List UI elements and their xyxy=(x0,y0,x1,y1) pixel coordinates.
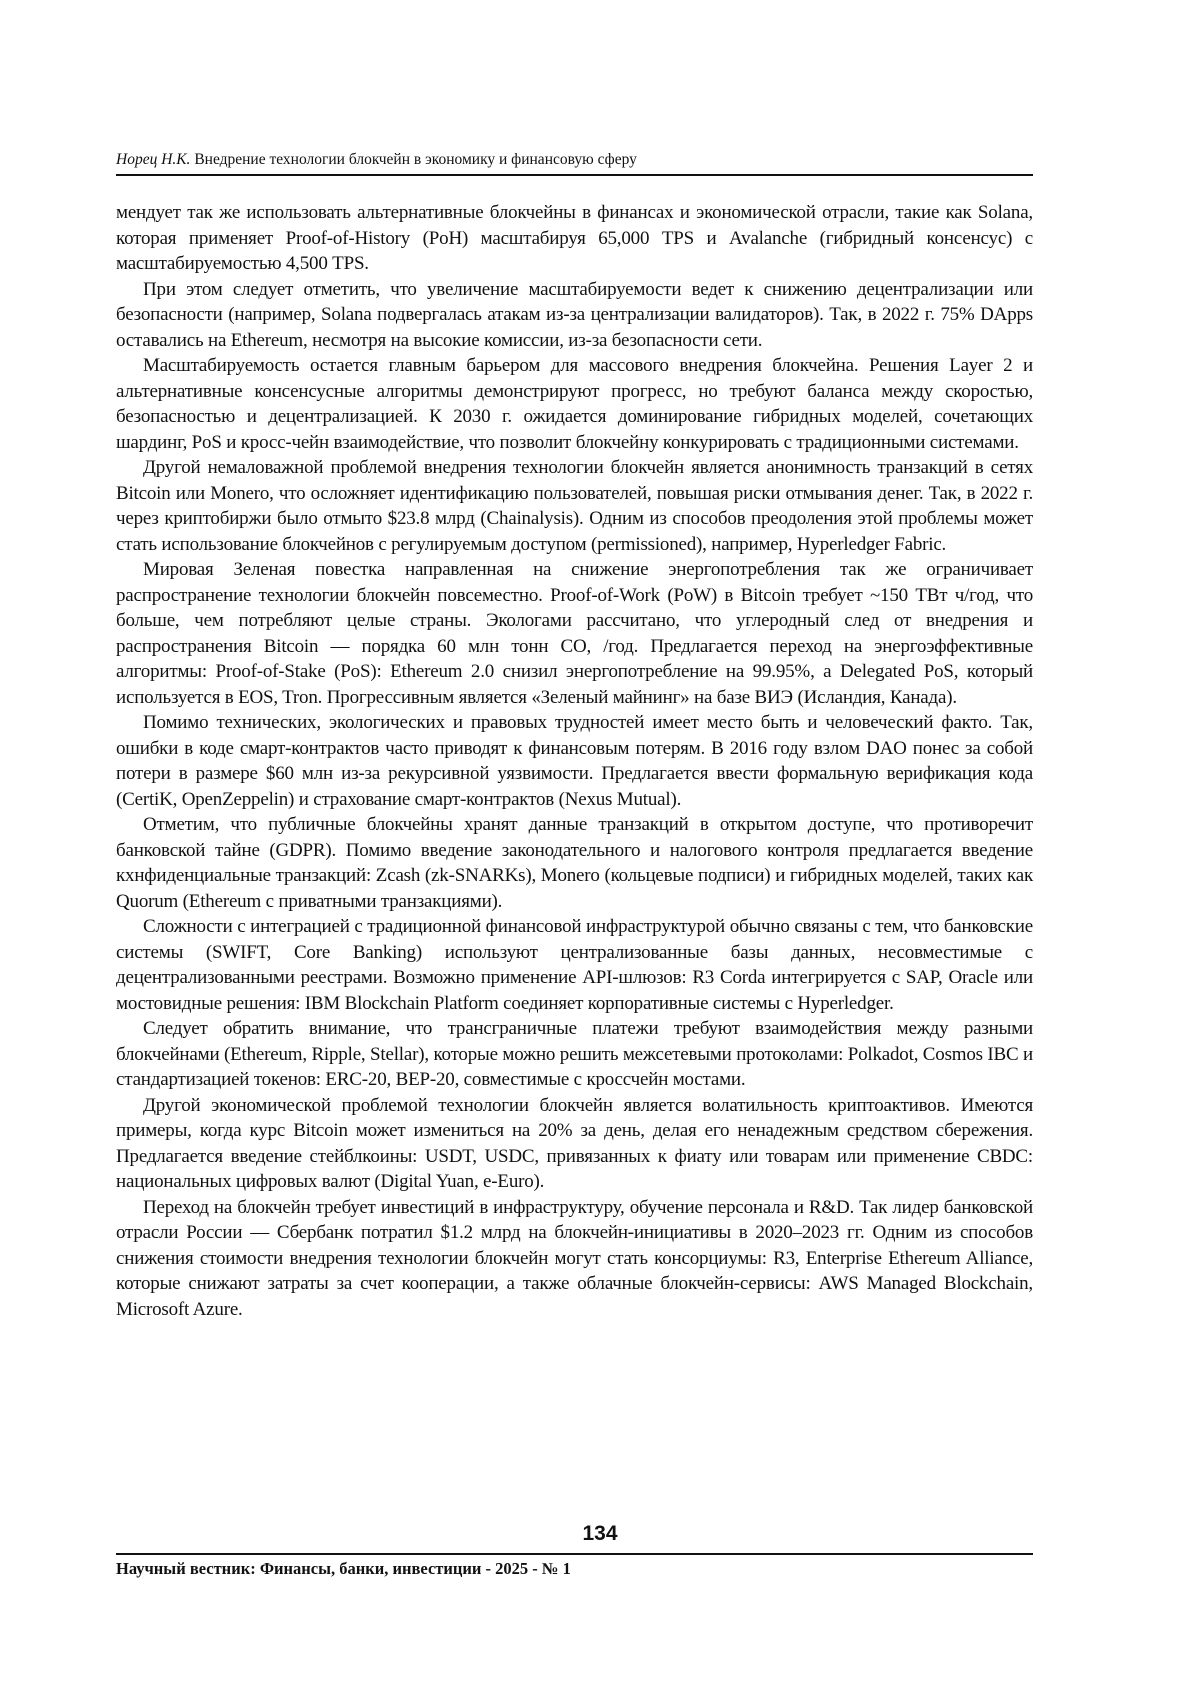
page-number: 134 xyxy=(582,1522,618,1545)
paragraph-11: Переход на блокчейн требует инвестиций в инфраструктуру, обучение персонала и R&D. Так лидер банковской отрасли России — Сбербанк потратил $1.2 млрд на блокчейн-инициативы в 2020–2023 гг. Одним из способов снижения стоимости внедрения технологии блокчейн могут стать консорциумы: R3, Enterprise Ethereum Alliance, которые снижают затраты за счет кооперации, а также облачные блокчейн-сервисы: AWS Managed Blockchain, Microsoft Azure. xyxy=(116,1196,1033,1320)
running-header xyxy=(116,150,1033,170)
footer-rule xyxy=(116,1553,1033,1555)
paragraph-9: Следует обратить внимание, что трансграничные платежи требуют взаимодействия между разными блокчейнами (Ethereum, Ripple, Stellar), которые можно решить межсетевыми протоколами: Polkadot, Cosmos IBC и стандартизацией токенов: ERC-20, BEP-20, совместимые с кроссчейн мостами. xyxy=(116,1018,1033,1090)
paragraph-4: Другой немаловажной проблемой внедрения технологии блокчейн является анонимность транзакций в сетях Bitcoin или Monero, что осложняет идентификацию пользователей, повышая риски отмывания денег. Так, в 2022 г. через криптобиржи было отмыто $23.8 млрд (Chainalysis). Одним из способов преодоления этой проблемы может стать использование блокчейнов с регулируемым доступом (permissioned), например, Hyperledger Fabric. xyxy=(116,457,1033,555)
paragraph-2: При этом следует отметить, что увеличение масштабируемости ведет к снижению децентрализации или безопасности (например, Solana подвергалась атакам из-за централизации валидаторов). Так, в 2022 г. 75% DApps оставались на Ethereum, несмотря на высокие комиссии, из-за безопасности сети. xyxy=(116,278,1033,351)
header-author: Норец Н.К. xyxy=(116,151,191,168)
header-title: Внедрение технологии блокчейн в экономику и финансовую сферу xyxy=(194,151,637,168)
paragraph-1: мендует так же использовать альтернативные блокчейны в финансах и экономической отрасли, такие как Solana, которая применяет Proof-of-History (PoH) масштабируя 65,000 TPS и Avalanche (гибридный консенсус) с масштабируемостью 4,500 TPS. xyxy=(116,202,1033,274)
paragraph-5: Мировая Зеленая повестка направленная на снижение энергопотребления так же ограничивает распространение технологии блокчейн повсеместно. Proof-of-Work (PoW) в Bitcoin требует ~150 ТВт ч/год, что больше, чем потребляют целые страны. Экологами рассчитано, что углеродный след от внедрения и распространения Bitcoin — порядка 60 млн тонн СО, /год. Предлагается переход на энергоэффективные алгоритмы: Proof-of-Stake (PoS): Ethereum 2.0 снизил энергопотребление на 99.95%, а Delegated PoS, который используется в EOS, Tron. Прогрессивным является «Зеленый майнинг» на базе ВИЭ (Исландия, Канада). xyxy=(116,559,1033,708)
header-rule xyxy=(116,174,1033,176)
journal-footer: Научный вестник: Финансы, банки, инвестиции - 2025 - № 1 xyxy=(116,1559,571,1578)
paragraph-6: Помимо технических, экологических и правовых трудностей имеет место быть и человеческий факто. Так, ошибки в коде смарт-контрактов часто приводят к финансовым потерям. В 2016 году взлом DAO понес за собой потери в размере $60 млн из-за рекурсивной уязвимости. Предлагается ввести формальную верификация кода (CertiK, OpenZeppelin) и страхование смарт-контрактов (Nexus Mutual). xyxy=(116,712,1033,810)
paragraph-8: Сложности с интеграцией с традиционной финансовой инфраструктурой обычно связаны с тем, что банковские системы (SWIFT, Core Banking) используют централизованные базы данных, несовместимые с децентрализованными реестрами. Возможно применение API-шлюзов: R3 Corda интегрируется с SAP, Oracle или мостовидные решения: IBM Blockchain Platform соединяет корпоративные системы с Hyperledger. xyxy=(116,916,1033,1014)
paragraph-3: Масштабируемость остается главным барьером для массового внедрения блокчейна. Решения Layer 2 и альтернативные консенсусные алгоритмы демонстрируют прогресс, но требуют баланса между скоростью, безопасностью и децентрализацией. К 2030 г. ожидается доминирование гибридных моделей, сочетающих шардинг, PoS и кросс-чейн взаимодействие, что позволит блокчейну конкурировать с традиционными системами. xyxy=(116,355,1033,453)
paragraph-10: Другой экономической проблемой технологии блокчейн является волатильность криптоактивов. Имеются примеры, когда курс Bitcoin может измениться на 20% за день, делая его ненадежным средством сбережения. Предлагается введение стейблкоины: USDT, USDC, привязанных к фиату или товарам или применение CBDC: национальных цифровых валют (Digital Yuan, e-Euro). xyxy=(116,1094,1033,1192)
article-body xyxy=(116,200,1033,1322)
paragraph-7: Отметим, что публичные блокчейны хранят данные транзакций в открытом доступе, что противоречит банковской тайне (GDPR). Помимо введение законодательного и налогового контроля предлагается введение кхнфиденциальные транзакций: Zcash (zk-SNARKs), Monero (кольцевые подписи) и гибридных моделей, таких как Quorum (Ethereum с приватными транзакциями). xyxy=(116,814,1033,912)
